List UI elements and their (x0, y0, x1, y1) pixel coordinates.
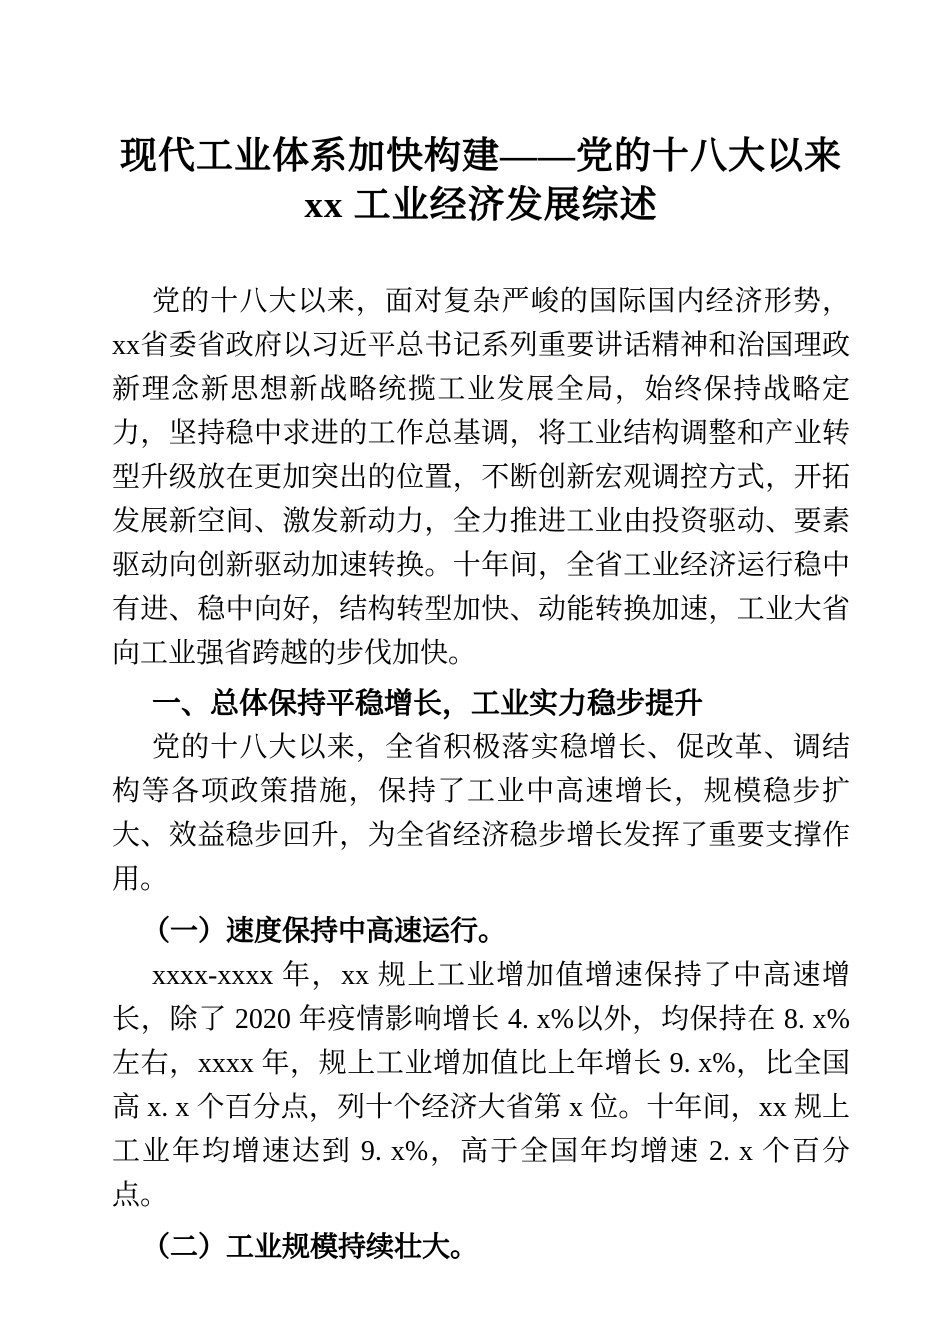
document-title (112, 132, 850, 230)
subsection-1-heading: （一）速度保持中高速运行。 (142, 916, 507, 947)
section-1-heading: 一、总体保持平稳增长，工业实力稳步提升 (152, 688, 704, 720)
subsection-1-paragraph: xxxx-xxxx 年，xx 规上工业增加值增速保持了中高速增长，除了 2020 年疫情影响增长 4. x%以外，均保持在 8. x%左右，xxxx 年，规上工业增加值比上年增长 9. x%，比全国高 x. x 个百分点，列十个经济大省第 x 位。十年间，xx 规上工业年均增速达到 9. x%，高于全国年均增速 2. x 个百分点。 (112, 960, 850, 1211)
intro-paragraph: 党的十八大以来，面对复杂严峻的国际国内经济形势，xx省委省政府以习近平总书记系列重要讲话精神和治国理政新理念新思想新战略统揽工业发展全局，始终保持战略定力，坚持稳中求进的工作总基调，将工业结构调整和产业转型升级放在更加突出的位置，不断创新宏观调控方式，开拓发展新空间、激发新动力，全力推进工业由投资驱动、要素驱动向创新驱动加速转换。十年间，全省工业经济运行稳中有进、稳中向好，结构转型加快、动能转换加速，工业大省向工业强省跨越的步伐加快。 (112, 286, 850, 669)
document-title-line-2: xx 工业经济发展综述 (304, 185, 658, 226)
subsection-2-heading: （二）工业规模持续壮大。 (142, 1232, 479, 1263)
document-title-line-1: 现代工业体系加快构建——党的十八大以来 (120, 136, 842, 177)
section-1-lead-paragraph: 党的十八大以来，全省积极落实稳增长、促改革、调结构等各项政策措施，保持了工业中高速增长，规模稳步扩大、效益稳步回升，为全省经济稳步增长发挥了重要支撑作用。 (112, 732, 850, 895)
